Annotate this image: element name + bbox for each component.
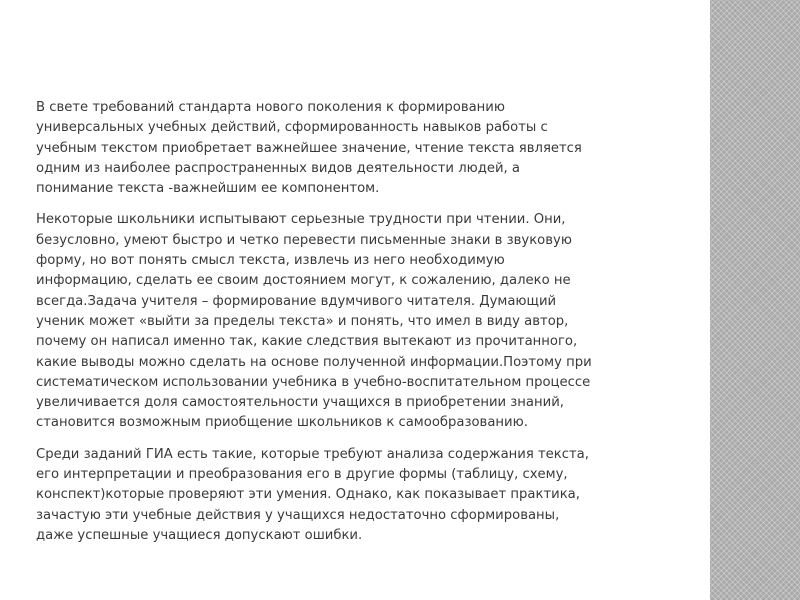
paragraph-1: В свете требований стандарта нового поколения к формированию универсальных учебных действий, сформированность навыков работы с учебным текстом приобретает важнейшее значение, чтение текста является одним из наиболее распространенных видов деятельности людей, а понимание текста -важнейшим ее компонентом. [36, 100, 582, 197]
slide-body-text [36, 98, 656, 557]
paragraph-3: Среди заданий ГИА есть такие, которые требуют анализа содержания текста, его интерпретации и преобразования его в другие формы (таблицу, схему, конспект)которые проверяют эти умения. Однако, как показывает практика, зачастую эти учебные действия у учащихся недостаточно сформированы, даже успешные учащиеся допускают ошибки. [36, 446, 589, 543]
decorative-side-stripe [710, 0, 800, 600]
paragraph-2: Некоторые школьники испытывают серьезные трудности при чтении. Они, безусловно, умеют быстро и четко перевести письменные знаки в звуковую форму, но вот понять смысл текста, извлечь из него необходимую информацию, сделать ее своим достоянием могут, к сожалению, далеко не всегда.Задача учителя – формирование вдумчивого читателя. Думающий ученик может «выйти за пределы текста» и понять, что имел в виду автор, почему он написал именно так, какие следствия вытекают из прочитанного, какие выводы можно сделать на основе полученной информации.Поэтому при систематическом использовании учебника в учебно-воспитательном процессе увеличивается доля самостоятельности учащихся в приобретении знаний, становится возможным приобщение школьников к самообразованию. [36, 212, 592, 431]
